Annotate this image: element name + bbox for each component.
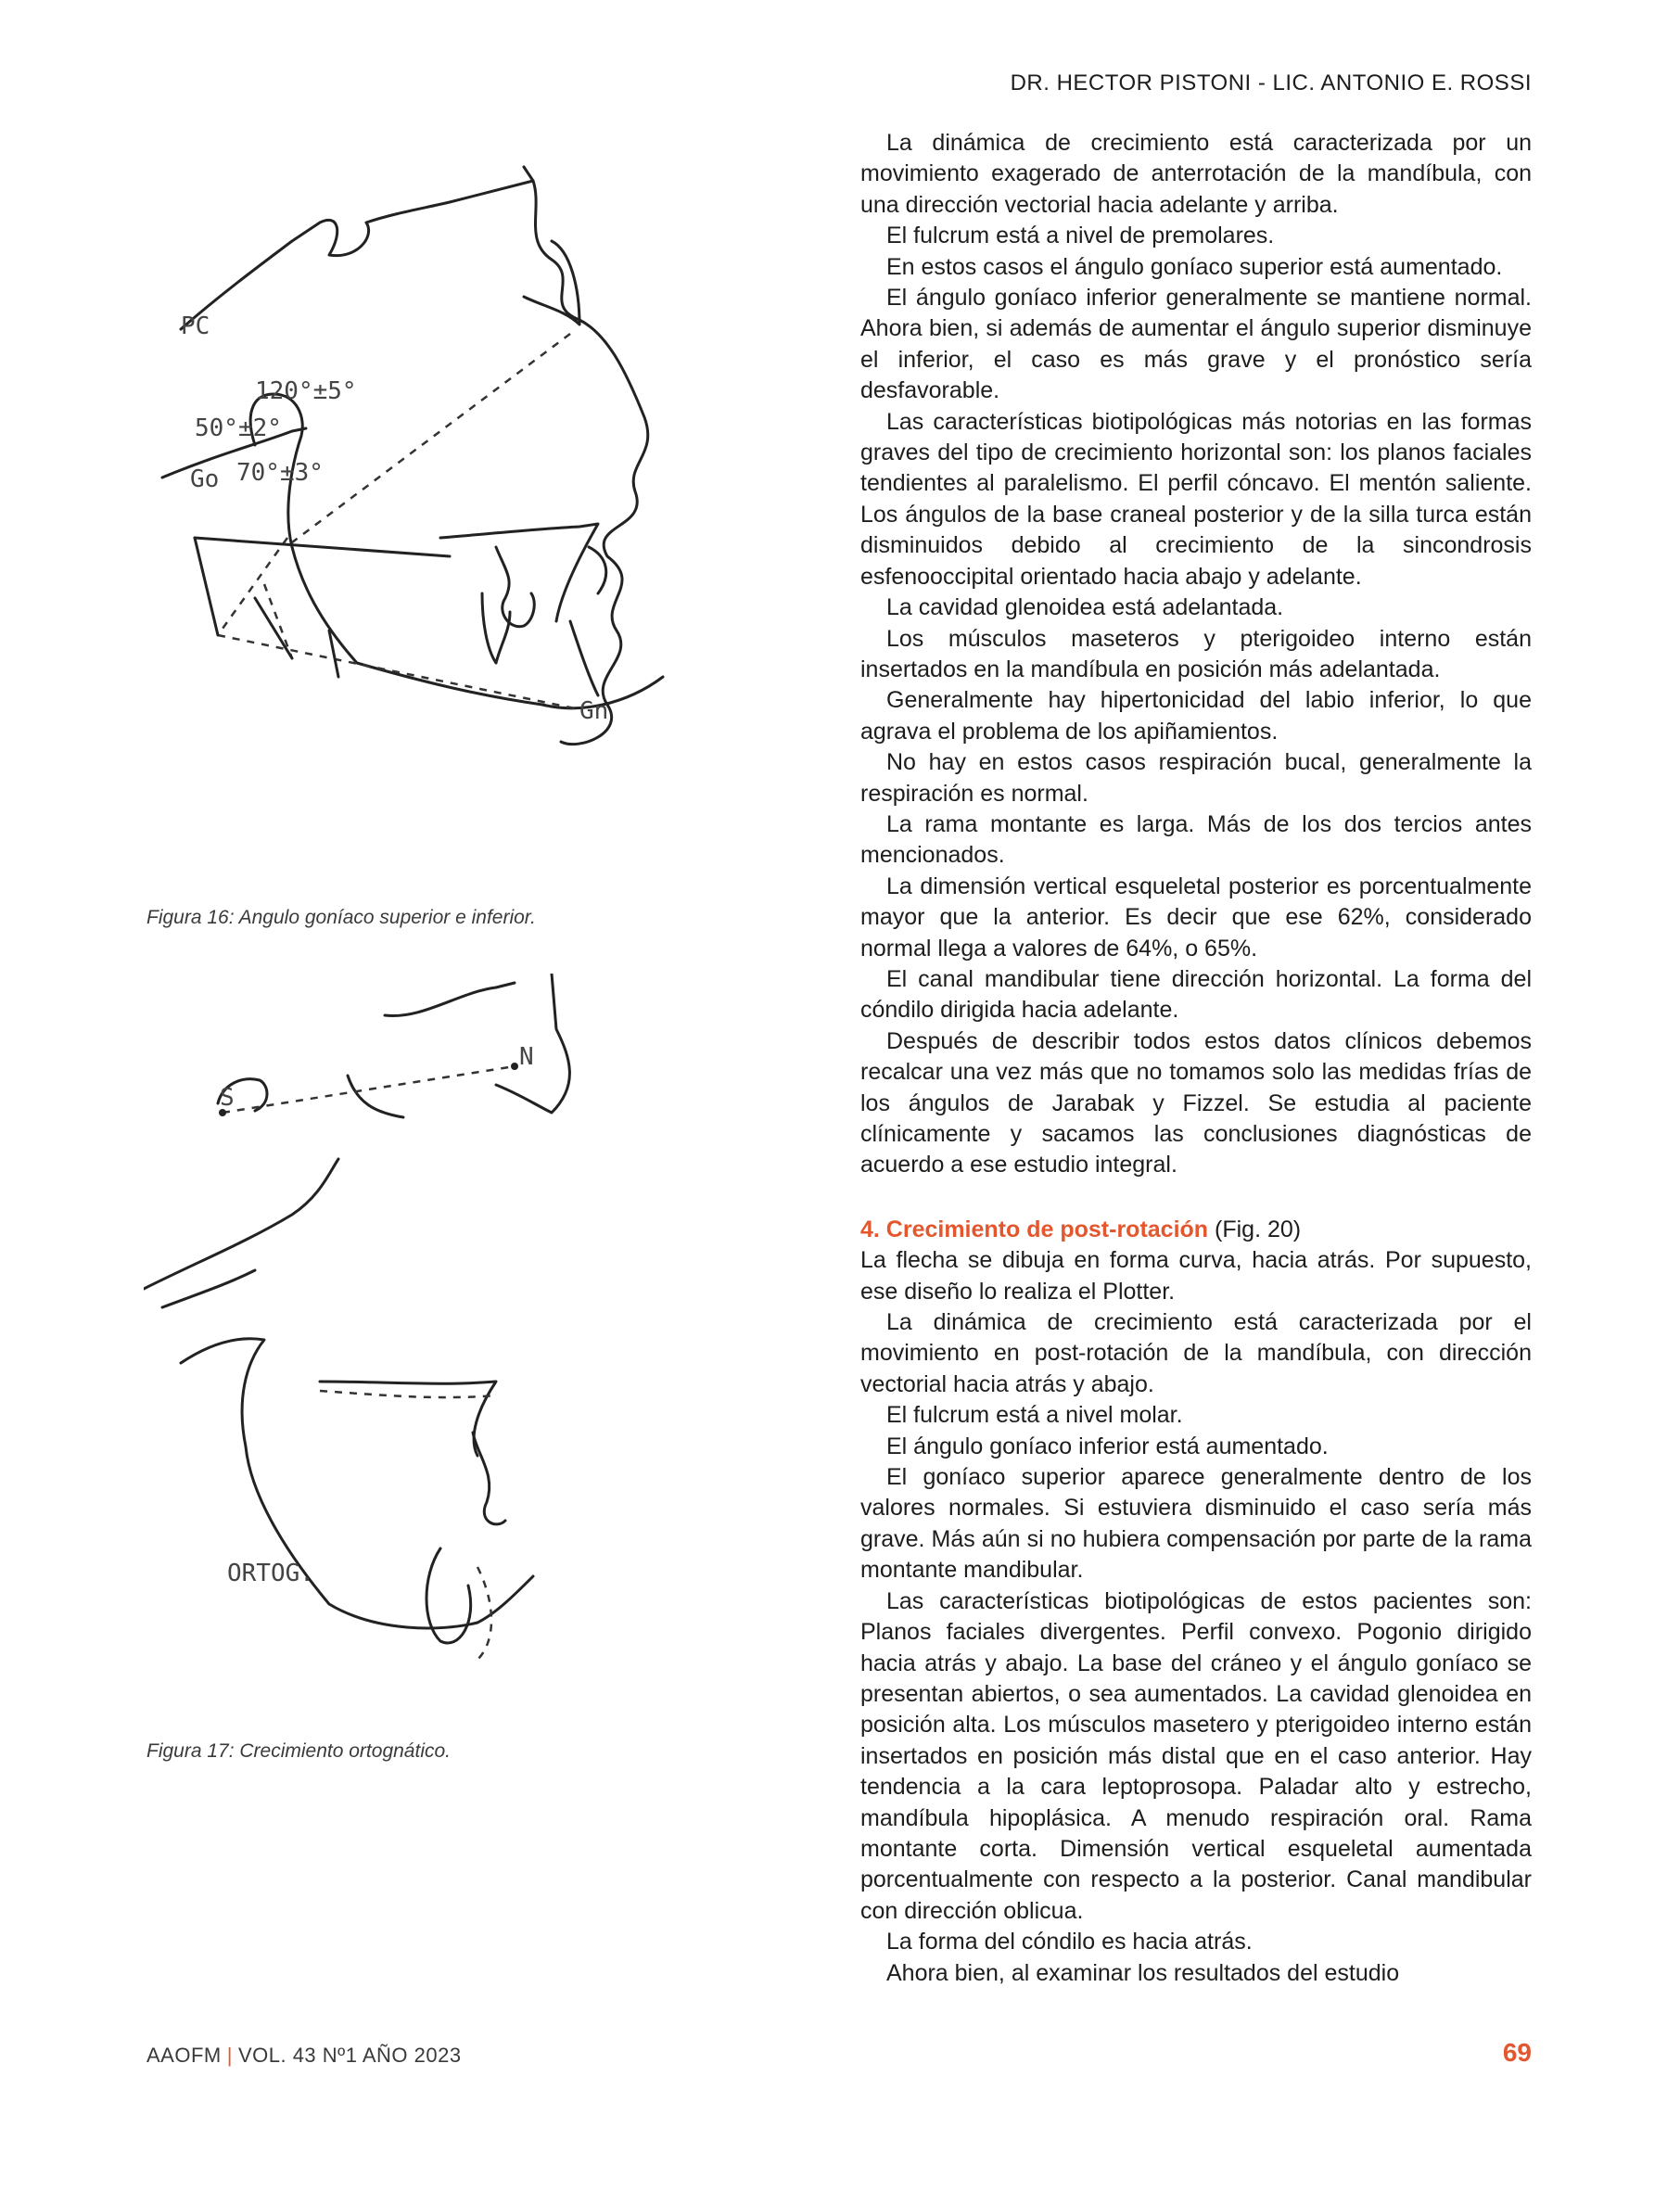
label-n: N	[519, 1043, 534, 1071]
footer-separator: |	[226, 2044, 233, 2067]
figure-16-caption: Figura 16: Angulo goníaco superior e inferior.	[146, 907, 536, 928]
label-s: S	[220, 1084, 235, 1112]
footer-journal	[146, 2044, 462, 2068]
paragraph: Las características biotipológicas más notorias en las formas graves del tipo de crecimiento horizontal son: los planos faciales tendientes al paralelismo. El perfil cóncavo. El mentón saliente. Los ángulos de la base craneal posterior y de la silla turca están disminuidos debido al crecimiento de la sincondrosis esfenooccipital orientado hacia abajo y adelante.	[860, 408, 1532, 590]
paragraph: El ángulo goníaco inferior generalmente se mantiene normal. Ahora bien, si además de aumentar el ángulo superior disminuye el inferior, el caso es más grave y el pronóstico sería desfavorable.	[860, 285, 1532, 404]
paragraph: Las características biotipológicas de estos pacientes son: Planos faciales divergentes. Perfil convexo. Pogonio dirigido hacia atrás y abajo. La base del cráneo y el ángulo goníaco se presentan abiertos, o sea aumentados. La cavidad glenoidea en posición alta. Los músculos masetero y pterigoideo interno están insertados en posición más distal que en el caso anterior. Hay tendencia a la cara leptoprosopa. Paladar alto y estrecho, mandíbula hipoplásica. A menudo respiración oral. Rama montante corta. Dimensión vertical esqueletal aumentada porcentualmente con respecto a la posterior. Canal mandibular con dirección oblicua.	[860, 1587, 1532, 1924]
paragraph: El fulcrum está a nivel molar.	[886, 1402, 1183, 1429]
figure-17-cephalometric-tracing	[144, 974, 783, 1715]
label-go: Go	[190, 465, 220, 493]
paragraph: Ahora bien, al examinar los resultados del estudio	[886, 1959, 1400, 1986]
section-title: 4. Crecimiento de post-rotación	[860, 1216, 1209, 1242]
journal-volume: VOL. 43 Nº1 AÑO 2023	[237, 2044, 462, 2067]
paragraph: El ángulo goníaco inferior está aumentado.	[886, 1433, 1329, 1459]
paragraph: La rama montante es larga. Más de los dos tercios antes mencionados.	[860, 810, 1532, 869]
paragraph: En estos casos el ángulo goníaco superior está aumentado.	[886, 253, 1503, 280]
figure-17-caption: Figura 17: Crecimiento ortognático.	[146, 1740, 451, 1762]
paragraph: Generalmente hay hipertonicidad del labio inferior, lo que agrava el problema de los apiñamientos.	[860, 687, 1532, 745]
paragraph: La forma del cóndilo es hacia atrás.	[886, 1929, 1253, 1955]
paragraph: La cavidad glenoidea está adelantada.	[886, 594, 1284, 621]
article-text-column	[860, 128, 1532, 1989]
paragraph: Los músculos maseteros y pterigoideo interno están insertados en la mandíbula en posición más adelantada.	[860, 625, 1532, 682]
section-heading	[860, 1215, 1532, 1245]
paragraph: La dimensión vertical esqueletal posterior es porcentualmente mayor que la anterior. Es decir que ese 62%, considerado normal llega a valores de 64%, o 65%.	[860, 873, 1532, 962]
paragraph: La dinámica de crecimiento está caracterizada por el movimiento en post-rotación de la mandíbula, con dirección vectorial hacia atrás y abajo.	[860, 1309, 1532, 1397]
section-intro: La flecha se dibuja en forma curva, hacia atrás. Por supuesto, ese diseño lo realiza el Plotter.	[860, 1247, 1532, 1305]
label-angle-mid: 50°±2°	[195, 414, 282, 442]
paragraph: El canal mandibular tiene dirección horizontal. La forma del cóndilo dirigida hacia adelante.	[860, 965, 1532, 1024]
journal-name: AAOFM	[146, 2044, 222, 2067]
paragraph: El fulcrum está a nivel de premolares.	[886, 223, 1275, 249]
paragraph: La dinámica de crecimiento está caracterizada por un movimiento exagerado de anterrotación de la mandíbula, con una dirección vectorial hacia adelante y arriba.	[860, 130, 1532, 218]
section-figure-ref: (Fig. 20)	[1215, 1216, 1302, 1242]
running-head: DR. HECTOR PISTONI - LIC. ANTONIO E. ROSSI	[1010, 70, 1532, 96]
page-number: 69	[1502, 2038, 1532, 2067]
paragraph: Después de describir todos estos datos clínicos debemos recalcar una vez más que no tomamos solo las medidas frías de los ángulos de Jarabak y Fizzel. Se estudia al paciente clínicamente y sacamos las conclusiones diagnósticas de acuerdo a ese estudio integral.	[860, 1027, 1532, 1178]
label-pc: PC	[181, 312, 210, 340]
label-angle-lower: 70°±3°	[236, 459, 324, 487]
label-ortog: ORTOG.	[227, 1560, 314, 1587]
paragraph: El goníaco superior aparece generalmente dentro de los valores normales. Si estuviera disminuido el caso sería más grave. Más aún si no hubiera compensación por parte de la rama montante mandibular.	[860, 1464, 1532, 1584]
paragraph: No hay en estos casos respiración bucal, generalmente la respiración es normal.	[860, 749, 1532, 807]
label-angle-upper: 120°±5°	[255, 377, 357, 405]
figure-16-cephalometric-tracing	[144, 158, 737, 899]
label-gn: Gn	[579, 697, 609, 725]
